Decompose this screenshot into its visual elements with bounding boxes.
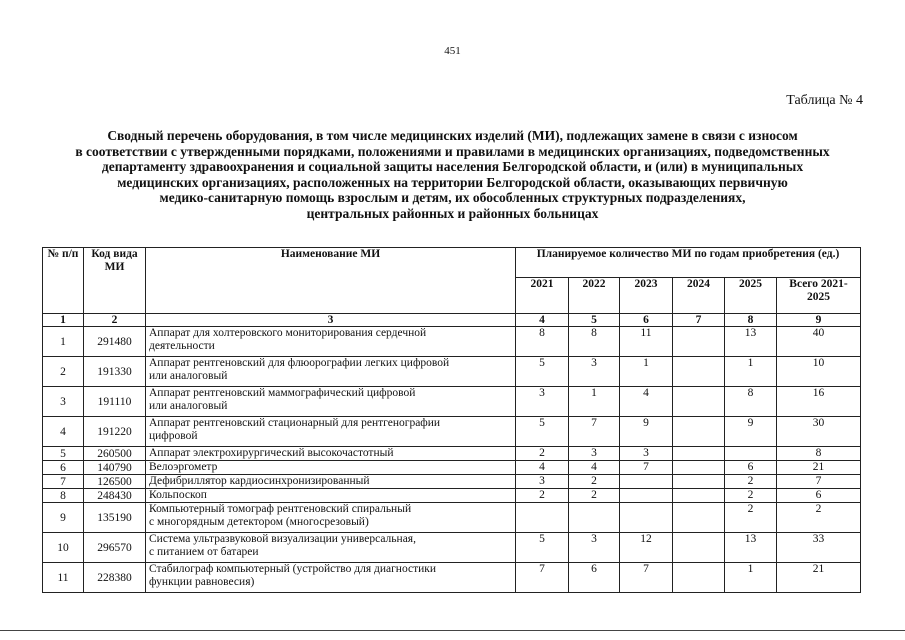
table-label: Таблица № 4 <box>786 93 863 108</box>
table-row <box>43 461 861 475</box>
device-name-line: Аппарат рентгеновский стационарный для рентгенографии <box>149 417 441 429</box>
device-code: 191330 <box>84 357 146 387</box>
device-name <box>146 475 516 489</box>
year-value: 3 <box>516 475 569 489</box>
column-number: 2 <box>84 314 146 327</box>
column-number: 7 <box>673 314 725 327</box>
table-row <box>43 417 861 447</box>
header-num: № п/п <box>43 248 84 314</box>
device-name-line: Компьютерный томограф рентгеновский спиральный <box>149 503 412 515</box>
total-value: 7 <box>777 475 861 489</box>
row-number: 10 <box>43 533 84 563</box>
year-value: 1 <box>725 357 777 387</box>
year-value: 2 <box>725 475 777 489</box>
table-body <box>43 314 861 593</box>
year-value: 8 <box>516 327 569 357</box>
device-code: 140790 <box>84 461 146 475</box>
device-name-line: с питанием от батареи <box>149 546 259 558</box>
table-row <box>43 327 861 357</box>
header-year: 2021 <box>516 278 569 314</box>
year-value: 9 <box>620 417 673 447</box>
device-name <box>146 327 516 357</box>
year-value <box>673 503 725 533</box>
device-code: 291480 <box>84 327 146 357</box>
device-name-line: деятельности <box>149 340 215 352</box>
device-name-line: Кольпоскоп <box>149 489 207 501</box>
total-value: 6 <box>777 489 861 503</box>
device-name-line: или аналоговый <box>149 370 228 382</box>
header-year: 2022 <box>569 278 620 314</box>
year-value: 7 <box>516 563 569 593</box>
total-value: 16 <box>777 387 861 417</box>
column-number: 9 <box>777 314 861 327</box>
year-value: 3 <box>569 533 620 563</box>
year-value: 1 <box>620 357 673 387</box>
header-planned: Планируемое количество МИ по годам приобретения (ед.) <box>516 248 861 278</box>
device-code: 248430 <box>84 489 146 503</box>
device-name <box>146 503 516 533</box>
column-number: 5 <box>569 314 620 327</box>
row-number: 9 <box>43 503 84 533</box>
total-value: 2 <box>777 503 861 533</box>
year-value <box>725 447 777 461</box>
title-line: медико-санитарную помощь взрослым и детям, их обособленных структурных подразделениях, <box>159 190 746 206</box>
column-number: 6 <box>620 314 673 327</box>
device-code: 296570 <box>84 533 146 563</box>
title-line: департаменту здравоохранения и социальной защиты населения Белгородской области, и (или) в муниципальных <box>101 159 804 175</box>
year-value: 5 <box>516 533 569 563</box>
header-total: Всего 2021-2025 <box>777 278 861 314</box>
row-number: 2 <box>43 357 84 387</box>
device-code: 126500 <box>84 475 146 489</box>
device-code: 135190 <box>84 503 146 533</box>
year-value <box>620 475 673 489</box>
year-value: 11 <box>620 327 673 357</box>
year-value: 8 <box>725 387 777 417</box>
page-edge-line <box>0 630 905 631</box>
year-value: 1 <box>569 387 620 417</box>
table-row <box>43 503 861 533</box>
device-name <box>146 447 516 461</box>
header-year: 2024 <box>673 278 725 314</box>
page-number: 451 <box>444 45 461 57</box>
device-name-line: с многорядным детектором (многосрезовый) <box>149 516 369 528</box>
year-value: 5 <box>516 357 569 387</box>
row-number: 7 <box>43 475 84 489</box>
year-value: 4 <box>516 461 569 475</box>
device-code: 191220 <box>84 417 146 447</box>
device-name-line: Аппарат рентгеновский маммографический цифровой <box>149 387 416 399</box>
column-number: 3 <box>146 314 516 327</box>
year-value: 2 <box>725 503 777 533</box>
equipment-table <box>42 247 861 593</box>
total-value: 10 <box>777 357 861 387</box>
column-number: 1 <box>43 314 84 327</box>
year-value <box>620 489 673 503</box>
device-name <box>146 461 516 475</box>
year-value <box>673 447 725 461</box>
row-number: 5 <box>43 447 84 461</box>
year-value: 7 <box>569 417 620 447</box>
device-name <box>146 417 516 447</box>
year-value: 13 <box>725 327 777 357</box>
device-name-line: Аппарат электрохирургический высокочастотный <box>149 447 394 459</box>
year-value <box>673 387 725 417</box>
device-name-line: Аппарат рентгеновский для флюорографии легких цифровой <box>149 357 450 369</box>
device-name-line: Аппарат для холтеровского мониторирования сердечной <box>149 327 427 339</box>
table-row <box>43 563 861 593</box>
table-row <box>43 475 861 489</box>
header-code: Код вида МИ <box>84 248 146 314</box>
table-row <box>43 387 861 417</box>
column-number: 4 <box>516 314 569 327</box>
total-value: 8 <box>777 447 861 461</box>
year-value <box>673 461 725 475</box>
table-row <box>43 447 861 461</box>
year-value: 6 <box>725 461 777 475</box>
year-value <box>673 533 725 563</box>
device-name <box>146 533 516 563</box>
device-name <box>146 563 516 593</box>
device-name-line: Стабилограф компьютерный (устройство для диагностики <box>149 563 437 575</box>
device-name-line: цифровой <box>149 430 198 442</box>
row-number: 4 <box>43 417 84 447</box>
year-value <box>673 563 725 593</box>
year-value <box>516 503 569 533</box>
year-value: 2 <box>569 475 620 489</box>
device-name-line: или аналоговый <box>149 400 228 412</box>
device-name <box>146 489 516 503</box>
device-name-line: Дефибриллятор кардиосинхронизированный <box>149 475 370 487</box>
year-value: 3 <box>516 387 569 417</box>
row-number: 6 <box>43 461 84 475</box>
table-row <box>43 533 861 563</box>
year-value <box>673 417 725 447</box>
year-value: 2 <box>516 489 569 503</box>
device-code: 260500 <box>84 447 146 461</box>
title-line: Сводный перечень оборудования, в том числе медицинских изделий (МИ), подлежащих замене в связи с износом <box>107 128 798 143</box>
total-value: 30 <box>777 417 861 447</box>
device-name <box>146 387 516 417</box>
year-value: 8 <box>569 327 620 357</box>
title-line: в соответствии с утвержденными порядками, положениями и правилами в медицинских организациях, подведомственных <box>75 143 830 159</box>
year-value: 9 <box>725 417 777 447</box>
device-name-line: Велоэргометр <box>149 461 218 473</box>
device-name-line: функции равновесия) <box>149 576 255 588</box>
year-value: 3 <box>569 447 620 461</box>
title-line: медицинских организациях, расположенных на территории Белгородской области, оказывающих первичную <box>117 174 788 190</box>
year-value <box>673 327 725 357</box>
title-line: центральных районных и районных больницах <box>306 205 599 221</box>
total-value: 21 <box>777 563 861 593</box>
year-value <box>569 503 620 533</box>
header-year: 2023 <box>620 278 673 314</box>
column-number: 8 <box>725 314 777 327</box>
document-title <box>30 128 875 222</box>
total-value: 33 <box>777 533 861 563</box>
year-value: 2 <box>569 489 620 503</box>
year-value: 6 <box>569 563 620 593</box>
year-value: 2 <box>725 489 777 503</box>
year-value <box>673 489 725 503</box>
header-year: 2025 <box>725 278 777 314</box>
year-value: 12 <box>620 533 673 563</box>
year-value: 1 <box>725 563 777 593</box>
row-number: 8 <box>43 489 84 503</box>
total-value: 40 <box>777 327 861 357</box>
year-value: 13 <box>725 533 777 563</box>
row-number: 1 <box>43 327 84 357</box>
year-value <box>673 357 725 387</box>
column-number-row <box>43 314 861 327</box>
year-value: 7 <box>620 563 673 593</box>
total-value: 21 <box>777 461 861 475</box>
device-code: 228380 <box>84 563 146 593</box>
year-value <box>620 503 673 533</box>
year-value: 4 <box>620 387 673 417</box>
year-value: 5 <box>516 417 569 447</box>
year-value: 3 <box>620 447 673 461</box>
device-name-line: Система ультразвуковой визуализации универсальная, <box>149 533 416 545</box>
year-value: 3 <box>569 357 620 387</box>
table-row <box>43 489 861 503</box>
table-row <box>43 357 861 387</box>
row-number: 11 <box>43 563 84 593</box>
year-value: 7 <box>620 461 673 475</box>
row-number: 3 <box>43 387 84 417</box>
device-name <box>146 357 516 387</box>
header-name: Наименование МИ <box>146 248 516 314</box>
device-code: 191110 <box>84 387 146 417</box>
year-value <box>673 475 725 489</box>
year-value: 2 <box>516 447 569 461</box>
year-value: 4 <box>569 461 620 475</box>
